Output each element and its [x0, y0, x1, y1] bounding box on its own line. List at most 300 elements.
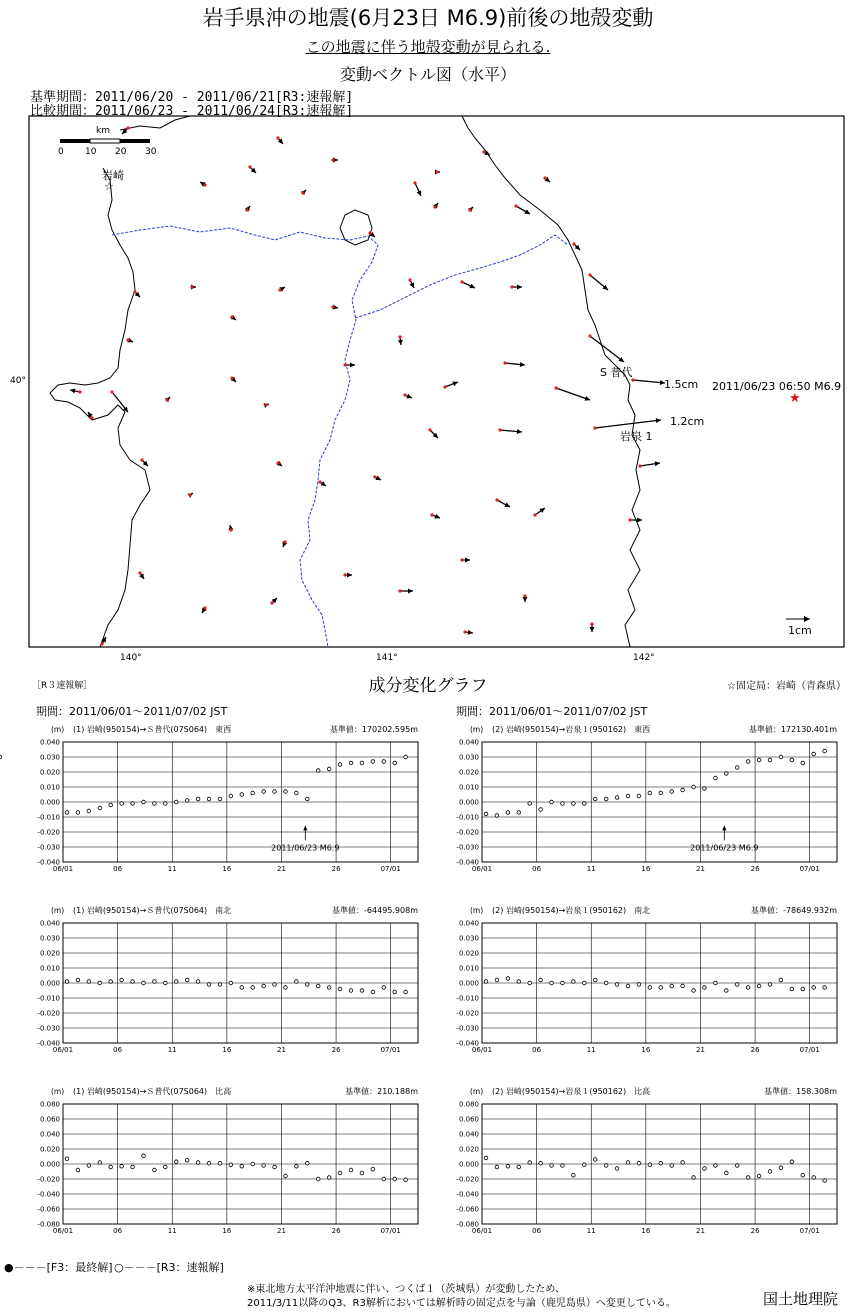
chart-ytick-label: 0.040	[39, 738, 60, 747]
chart-point	[306, 797, 310, 801]
chart-point	[240, 1164, 244, 1168]
chart-point	[207, 797, 211, 801]
chart-point	[382, 1177, 386, 1181]
chart-ytick-label: -0.060	[456, 1205, 479, 1214]
chart-point	[327, 1176, 331, 1180]
chart-ytick-label: 0.000	[39, 1160, 60, 1169]
chart-point	[703, 986, 707, 990]
chart-point	[572, 1173, 576, 1177]
organization-name: 国土地理院	[763, 1290, 839, 1308]
chart-point	[604, 981, 608, 985]
chart-point	[404, 1178, 408, 1182]
chart-xtick-label: 21	[696, 1227, 705, 1235]
chart-point	[316, 1177, 320, 1181]
chart-point	[801, 987, 805, 991]
chart-ytick-label: 0.020	[458, 768, 479, 777]
chart-point	[164, 981, 168, 985]
chart-point	[779, 1166, 783, 1170]
chart-ytick-label: -0.040	[456, 1190, 479, 1199]
chart-ytick-label: -0.010	[37, 994, 60, 1003]
chart-title: (1) 岩崎(950154)→Ｓ普代(07S064) 東西	[73, 725, 232, 734]
chart-unit: (m)	[51, 906, 65, 915]
chart-point	[349, 1168, 353, 1172]
chart-ytick-label: -0.020	[456, 1175, 479, 1184]
chart-point	[393, 990, 397, 994]
chart-title: (1) 岩崎(950154)→Ｓ普代(07S064) 比高	[73, 1087, 232, 1096]
chart-point	[779, 755, 783, 759]
chart-point	[561, 981, 565, 985]
chart-point	[528, 981, 532, 985]
chart-xtick-label: 06	[532, 865, 542, 873]
chart-point	[670, 984, 674, 988]
chart-point	[812, 752, 816, 756]
chart-point	[801, 761, 805, 765]
chart-annotation-label: 2011/06/23 M6.9	[271, 843, 340, 853]
chart-ytick-label: -0.030	[456, 843, 479, 852]
chart-point	[164, 1165, 168, 1169]
chart-point	[98, 1161, 102, 1165]
chart-unit: (m)	[470, 725, 484, 734]
chart-point	[284, 1174, 288, 1178]
chart-ytick-label: 0.020	[39, 1145, 60, 1154]
chart-xtick-label: 11	[167, 865, 177, 873]
chart-baseline: 基準値：-78649.932m	[751, 906, 837, 915]
chart-point	[615, 796, 619, 800]
chart-point	[714, 1164, 718, 1168]
base-period: 基準期間：2011/06/20 - 2011/06/21[R3:速報解]	[30, 90, 354, 105]
chart-ytick-label: -0.040	[37, 858, 60, 867]
chart-point	[229, 794, 233, 798]
chart-point	[725, 1171, 729, 1175]
chart-point	[98, 981, 102, 985]
chart-point	[768, 983, 772, 987]
chart-xtick-label: 11	[586, 865, 596, 873]
chart-point	[779, 978, 783, 982]
chart-point	[757, 1174, 761, 1178]
chart-point	[692, 989, 696, 993]
chart-point	[120, 978, 124, 982]
chart-ytick-label: -0.030	[37, 1024, 60, 1033]
map-title: 変動ベクトル図（水平）	[339, 65, 516, 84]
chart-2	[456, 724, 837, 873]
chart-point	[229, 1163, 233, 1167]
chart-ytick-label: 0.000	[458, 979, 479, 988]
chart-ytick-label: 0.040	[458, 1130, 479, 1139]
chart-point	[550, 1164, 554, 1168]
chart-point	[251, 1162, 255, 1166]
chart-point	[327, 767, 331, 771]
chart-ytick-label: -0.080	[37, 1220, 60, 1229]
chart-ytick-label: 0.010	[39, 964, 60, 973]
chart-point	[153, 1168, 157, 1172]
chart-point	[539, 978, 543, 982]
chart-point	[65, 1157, 69, 1161]
chart-point	[703, 787, 707, 791]
chart-point	[349, 761, 353, 765]
chart-ytick-label: 0.000	[39, 798, 60, 807]
chart-point	[735, 983, 739, 987]
chart-point	[790, 987, 794, 991]
chart-point	[174, 800, 178, 804]
chart-point	[338, 1171, 342, 1175]
chart-point	[768, 1170, 772, 1174]
latitude-label: 40°	[10, 376, 26, 386]
chart-point	[131, 802, 135, 806]
chart-ytick-label: 0.020	[39, 768, 60, 777]
chart-point	[207, 1161, 211, 1165]
chart-point	[637, 1161, 641, 1165]
legend-rapid: ○－－－[R3：速報解]	[114, 1261, 224, 1274]
chart-xtick-label: 06/01	[52, 865, 74, 873]
chart-ytick-label: -0.040	[456, 858, 479, 867]
chart-point	[528, 802, 532, 806]
chart-unit: (m)	[470, 906, 484, 915]
chart-point	[164, 802, 168, 806]
chart-point	[714, 776, 718, 780]
chart-point	[539, 1161, 543, 1165]
graph-section-title: 成分変化グラフ	[368, 676, 488, 696]
chart-point	[681, 984, 685, 988]
station-a-name: S 普代	[600, 366, 633, 379]
chart-point	[659, 791, 663, 795]
chart-point	[550, 981, 554, 985]
chart-xtick-label: 26	[331, 1046, 341, 1054]
chart-point	[218, 797, 222, 801]
longitude-label-141: 141°	[376, 653, 398, 663]
chart-point	[229, 981, 233, 985]
chart-xtick-label: 07/01	[380, 1046, 401, 1054]
chart-point	[681, 788, 685, 792]
chart-point	[240, 793, 244, 797]
chart-xtick-label: 06/01	[52, 1227, 74, 1235]
epicenter-label: 2011/06/23 06:50 M6.9	[712, 380, 842, 393]
chart-ytick-label: 0.000	[458, 1160, 479, 1169]
chart-point	[484, 980, 488, 984]
chart-point	[273, 983, 277, 987]
chart-ytick-label: 0.020	[458, 1145, 479, 1154]
chart-ytick-label: 0.030	[458, 753, 479, 762]
chart-ytick-label: -0.010	[37, 813, 60, 822]
station-a-value: 1.5cm	[664, 378, 699, 391]
chart-xtick-label: 07/01	[380, 865, 401, 873]
chart-point	[185, 978, 189, 982]
chart-ytick-label: 0.020	[39, 949, 60, 958]
chart-point	[604, 797, 608, 801]
chart-xtick-label: 16	[222, 1227, 232, 1235]
vector-scale-label: 1cm	[788, 624, 812, 637]
chart-ytick-label: 0.040	[458, 738, 479, 747]
chart-point	[735, 1164, 739, 1168]
chart-point	[120, 802, 124, 806]
chart-ytick-label: -0.020	[37, 1175, 60, 1184]
chart-point	[316, 769, 320, 773]
chart-point	[142, 1154, 146, 1158]
chart-ytick-label: -0.030	[456, 1024, 479, 1033]
chart-point	[823, 1179, 827, 1183]
chart-point	[360, 761, 364, 765]
chart-point	[583, 1163, 587, 1167]
chart-5	[37, 1086, 418, 1235]
chart-point	[506, 1164, 510, 1168]
chart-ytick-label: 0.040	[39, 1130, 60, 1139]
chart-point	[495, 1165, 499, 1169]
epicenter-star-icon: ★	[789, 391, 801, 406]
chart-ytick-label: 0.080	[39, 1100, 60, 1109]
chart-point	[218, 1161, 222, 1165]
graph-period-left: 期間：2011/06/01～2011/07/02 JST	[36, 705, 228, 718]
chart-point	[76, 978, 80, 982]
chart-point	[131, 980, 135, 984]
chart-point	[746, 986, 750, 990]
chart-ytick-label: 0.030	[39, 753, 60, 762]
chart-ytick-label: 0.010	[458, 783, 479, 792]
chart-xtick-label: 06	[113, 1227, 123, 1235]
chart-baseline: 基準値：-64495.908m	[332, 906, 418, 915]
chart-point	[812, 986, 816, 990]
chart-xtick-label: 26	[750, 1227, 760, 1235]
chart-point	[703, 1167, 707, 1171]
chart-point	[87, 1164, 91, 1168]
chart-point	[648, 1163, 652, 1167]
chart-unit: (m)	[51, 725, 65, 734]
chart-ytick-label: 0.040	[39, 919, 60, 928]
chart-point	[404, 990, 408, 994]
chart-xtick-label: 06	[113, 1046, 123, 1054]
chart-ytick-label: 0.010	[458, 964, 479, 973]
page-title: 岩手県沖の地震(6月23日 M6.9)前後の地殻変動	[202, 6, 654, 30]
chart-point	[251, 986, 255, 990]
chart-point	[561, 1164, 565, 1168]
analysis-type-note: ［R３速報解］	[32, 681, 93, 691]
chart-point	[0, 755, 2, 759]
chart-ytick-label: 0.000	[39, 979, 60, 988]
chart-xtick-label: 16	[222, 1046, 232, 1054]
chart-annotation-label: 2011/06/23 M6.9	[690, 843, 759, 853]
chart-point	[65, 980, 69, 984]
chart-xtick-label: 26	[331, 1227, 341, 1235]
chart-title: (2) 岩崎(950154)→岩泉１(950162) 比高	[492, 1087, 651, 1096]
chart-point	[615, 983, 619, 987]
chart-point	[725, 989, 729, 993]
graph-period-right: 期間：2011/06/01～2011/07/02 JST	[456, 705, 648, 718]
scale-tick-0: 0	[58, 147, 64, 157]
chart-xtick-label: 26	[750, 865, 760, 873]
chart-ytick-label: 0.020	[458, 949, 479, 958]
chart-ytick-label: 0.080	[458, 1100, 479, 1109]
chart-ytick-label: -0.040	[37, 1190, 60, 1199]
chart-point	[349, 989, 353, 993]
chart-unit: (m)	[51, 1087, 65, 1096]
chart-point	[174, 980, 178, 984]
chart-title: (2) 岩崎(950154)→岩泉１(950162) 東西	[492, 725, 651, 734]
chart-ytick-label: -0.020	[37, 1009, 60, 1018]
chart-point	[626, 984, 630, 988]
chart-point	[823, 749, 827, 753]
chart-ytick-label: -0.060	[37, 1205, 60, 1214]
chart-point	[404, 755, 408, 759]
footer-note-1: ※東北地方太平洋沖地震に伴い、つくば１（茨城県）が変動したため、	[247, 1284, 565, 1295]
chart-xtick-label: 26	[331, 865, 341, 873]
chart-point	[659, 986, 663, 990]
chart-xtick-label: 07/01	[799, 865, 820, 873]
chart-point	[550, 800, 554, 804]
chart-point	[327, 986, 331, 990]
chart-point	[284, 790, 288, 794]
chart-point	[593, 1158, 597, 1162]
page-subtitle: この地震に伴う地殻変動が見られる.	[305, 38, 551, 56]
chart-point	[648, 986, 652, 990]
chart-ytick-label: 0.030	[39, 934, 60, 943]
fixed-station-note: ☆固定局：岩崎（青森県）	[727, 681, 846, 692]
chart-point	[692, 1176, 696, 1180]
chart-xtick-label: 21	[277, 1227, 286, 1235]
chart-point	[295, 980, 299, 984]
chart-4	[456, 905, 837, 1054]
chart-ytick-label: 0.060	[458, 1115, 479, 1124]
chart-point	[528, 1161, 532, 1165]
chart-point	[670, 1164, 674, 1168]
chart-ytick-label: -0.030	[37, 843, 60, 852]
chart-point	[185, 1158, 189, 1162]
chart-point	[637, 983, 641, 987]
chart-point	[692, 785, 696, 789]
chart-ytick-label: -0.040	[37, 1039, 60, 1048]
chart-point	[262, 790, 266, 794]
chart-point	[109, 980, 113, 984]
chart-point	[746, 760, 750, 764]
chart-xtick-label: 06	[532, 1227, 542, 1235]
chart-point	[539, 808, 543, 812]
chart-point	[790, 758, 794, 762]
chart-point	[196, 1161, 200, 1165]
chart-point	[153, 980, 157, 984]
chart-point	[626, 794, 630, 798]
chart-point	[316, 984, 320, 988]
chart-xtick-label: 06	[532, 1046, 542, 1054]
chart-xtick-label: 21	[277, 865, 286, 873]
chart-point	[593, 797, 597, 801]
chart-point	[382, 760, 386, 764]
chart-point	[371, 990, 375, 994]
chart-point	[615, 1167, 619, 1171]
chart-point	[484, 1156, 488, 1160]
chart-point	[240, 986, 244, 990]
chart-unit: (m)	[470, 1087, 484, 1096]
chart-point	[98, 806, 102, 810]
chart-ytick-label: -0.020	[37, 828, 60, 837]
chart-xtick-label: 06/01	[471, 1046, 493, 1054]
chart-point	[506, 811, 510, 815]
chart-point	[371, 1167, 375, 1171]
chart-ytick-label: 0.060	[39, 1115, 60, 1124]
chart-baseline: 基準値：210.188m	[345, 1087, 418, 1096]
chart-point	[109, 1165, 113, 1169]
chart-point	[87, 809, 91, 813]
chart-point	[174, 1160, 178, 1164]
chart-point	[746, 1176, 750, 1180]
chart-baseline: 基準値：158.308m	[764, 1087, 837, 1096]
chart-point	[790, 1160, 794, 1164]
chart-point	[659, 1161, 663, 1165]
chart-point	[360, 1171, 364, 1175]
chart-point	[262, 984, 266, 988]
chart-point	[812, 1176, 816, 1180]
chart-xtick-label: 16	[641, 1046, 651, 1054]
chart-point	[284, 986, 288, 990]
scale-tick-10: 10	[85, 147, 97, 157]
chart-point	[583, 981, 587, 985]
chart-point	[153, 802, 157, 806]
chart-xtick-label: 11	[167, 1227, 177, 1235]
chart-point	[572, 980, 576, 984]
chart-point	[561, 802, 565, 806]
chart-point	[801, 1173, 805, 1177]
chart-point	[142, 981, 146, 985]
scale-tick-30: 30	[145, 147, 157, 157]
chart-point	[371, 760, 375, 764]
chart-xtick-label: 06/01	[471, 865, 493, 873]
chart-point	[142, 800, 146, 804]
chart-point	[382, 986, 386, 990]
scale-unit-label: km	[96, 126, 110, 136]
chart-point	[714, 981, 718, 985]
chart-point	[768, 758, 772, 762]
chart-point	[757, 758, 761, 762]
chart-point	[338, 763, 342, 767]
chart-point	[295, 1164, 299, 1168]
chart-point	[120, 1164, 124, 1168]
chart-point	[626, 1161, 630, 1165]
chart-point	[593, 978, 597, 982]
fixed-station-star-icon: ☆	[104, 180, 114, 193]
chart-point	[185, 799, 189, 803]
chart-point	[517, 811, 521, 815]
chart-point	[393, 761, 397, 765]
chart-6	[456, 1086, 837, 1235]
chart-point	[506, 977, 510, 981]
chart-point	[131, 1165, 135, 1169]
chart-point	[76, 811, 80, 815]
chart-point	[295, 791, 299, 795]
chart-baseline: 基準値：172130.401m	[748, 725, 837, 734]
chart-point	[251, 791, 255, 795]
chart-point	[306, 983, 310, 987]
chart-point	[76, 1168, 80, 1172]
longitude-label-142: 142°	[633, 653, 655, 663]
chart-ytick-label: 0.030	[458, 934, 479, 943]
chart-xtick-label: 06/01	[471, 1227, 493, 1235]
chart-point	[65, 811, 69, 815]
chart-point	[306, 1161, 310, 1165]
chart-point	[196, 980, 200, 984]
chart-ytick-label: -0.010	[456, 994, 479, 1003]
chart-point	[495, 814, 499, 818]
chart-point	[648, 791, 652, 795]
chart-xtick-label: 06/01	[52, 1046, 74, 1054]
chart-xtick-label: 07/01	[380, 1227, 401, 1235]
chart-point	[360, 989, 364, 993]
chart-point	[823, 986, 827, 990]
chart-xtick-label: 11	[167, 1046, 177, 1054]
chart-xtick-label: 06	[113, 865, 123, 873]
chart-xtick-label: 16	[641, 1227, 651, 1235]
chart-xtick-label: 11	[586, 1046, 596, 1054]
chart-point	[725, 772, 729, 776]
chart-ytick-label: 0.010	[39, 783, 60, 792]
chart-ytick-label: -0.010	[456, 813, 479, 822]
chart-ytick-label: 0.000	[458, 798, 479, 807]
chart-point	[757, 984, 761, 988]
